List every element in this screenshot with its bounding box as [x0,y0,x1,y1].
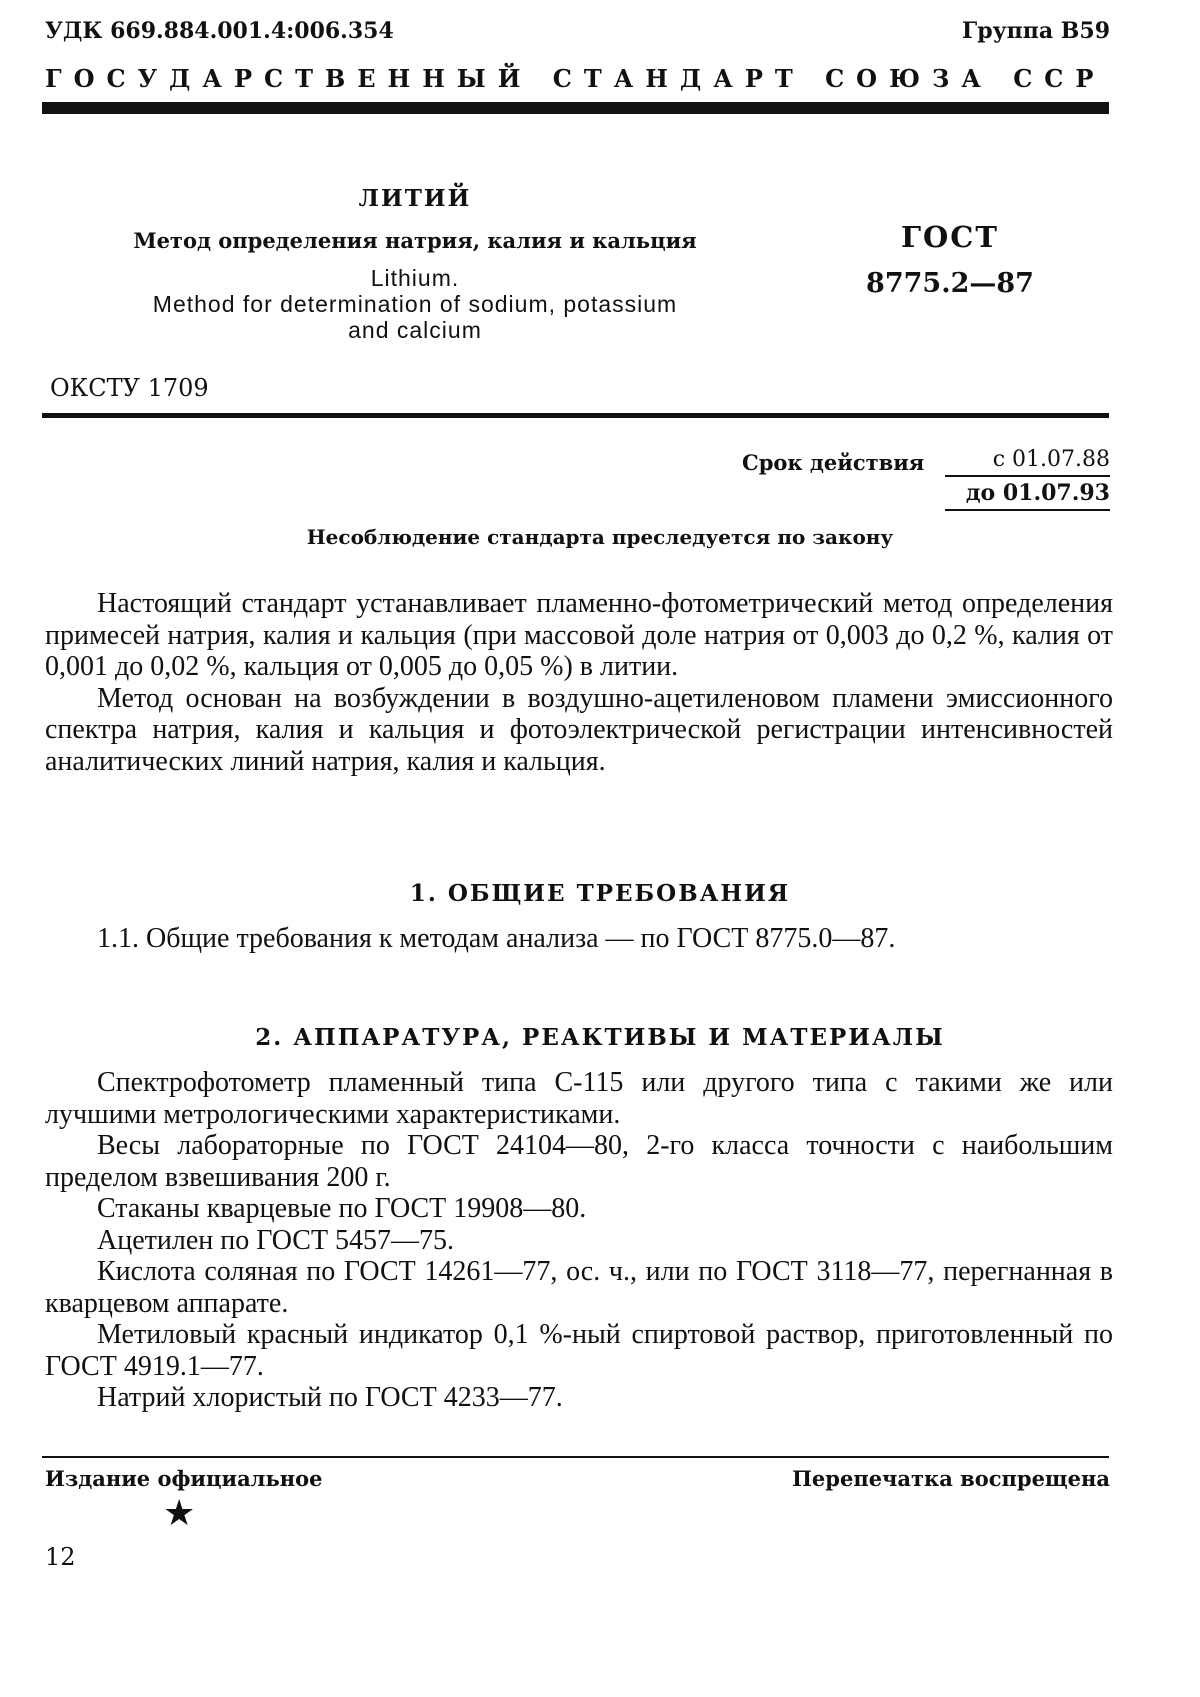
gost-label: ГОСТ [901,220,999,254]
title-rule [42,413,1109,418]
official-edition-note: Издание официальное [45,1466,323,1491]
law-notice: Несоблюдение стандарта преследуется по закону [306,525,894,549]
standard-type-heading: ГОСУДАРСТВЕННЫЙ СТАНДАРТ СОЮЗА ССР [45,64,1106,93]
gost-designation [860,220,1040,299]
gost-number: 8775.2—87 [866,268,1034,299]
page-number: 12 [45,1543,76,1571]
english-title-line: Method for determination of sodium, potassium [152,291,678,317]
validity-to: до 01.07.93 [945,480,1110,511]
reprint-prohibited-note: Перепечатка воспрещена [792,1466,1110,1491]
validity-from: с 01.07.88 [945,447,1110,477]
intro-paragraph: Настоящий стандарт устанавливает пламенно-фотометрический метод определения примесей натрия, калия и кальция (при массовой доле натрия от 0,003 до 0,2 %, калия от 0,001 до 0,02 %, кальция от 0,005 до 0,05 %) в литии. [45,588,1113,682]
document-title: ЛИТИЙ [358,185,472,212]
header-rule [42,102,1109,114]
section-1-text [45,923,1113,955]
english-title-line: and calcium [348,317,482,343]
validity-label: Срок действия [742,450,925,475]
okstu-code: ОКСТУ 1709 [50,374,209,402]
english-title [90,265,740,343]
section-2-heading: 2. АППАРАТУРА, РЕАКТИВЫ И МАТЕРИАЛЫ [255,1024,945,1051]
star-icon: ★ [163,1493,196,1534]
english-title-line: Lithium. [370,265,460,291]
list-item: Ацетилен по ГОСТ 5457—75. [97,1224,455,1256]
list-item: Кислота соляная по ГОСТ 14261—77, ос. ч., или по ГОСТ 3118—77, перегнанная в кварцевом аппарате. [45,1256,1113,1319]
footer-rule [42,1456,1109,1458]
list-item: Стаканы кварцевые по ГОСТ 19908—80. [97,1193,587,1224]
intro-text [45,588,1113,777]
list-item: Натрий хлористый по ГОСТ 4233—77. [97,1382,563,1413]
udk-code: УДК 669.884.001.4:006.354 [45,18,394,44]
clause-paragraph: 1.1. Общие требования к методам анализа — по ГОСТ 8775.0—87. [97,923,896,954]
list-item: Спектрофотометр пламенный типа С-115 или другого типа с такими же или лучшими метрологическими характеристиками. [45,1067,1113,1130]
section-1-heading: 1. ОБЩИЕ ТРЕБОВАНИЯ [409,880,791,907]
group-code: Группа В59 [962,18,1110,44]
section-2-list [45,1067,1113,1414]
list-item: Метиловый красный индикатор 0,1 %-ный спиртовой раствор, приготовленный по ГОСТ 4919.1—77. [45,1319,1113,1382]
intro-paragraph: Метод основан на возбуждении в воздушно-ацетиленовом пламени эмиссионного спектра натрия, калия и кальция и фотоэлектрической регистрации интенсивностей аналитических линий натрия, калия и кальция. [45,682,1113,777]
document-subtitle: Метод определения натрия, калия и кальция [133,228,697,253]
title-block [90,185,740,343]
list-item: Весы лабораторные по ГОСТ 24104—80, 2-го класса точности с наибольшим пределом взвешивания 200 г. [45,1130,1113,1193]
